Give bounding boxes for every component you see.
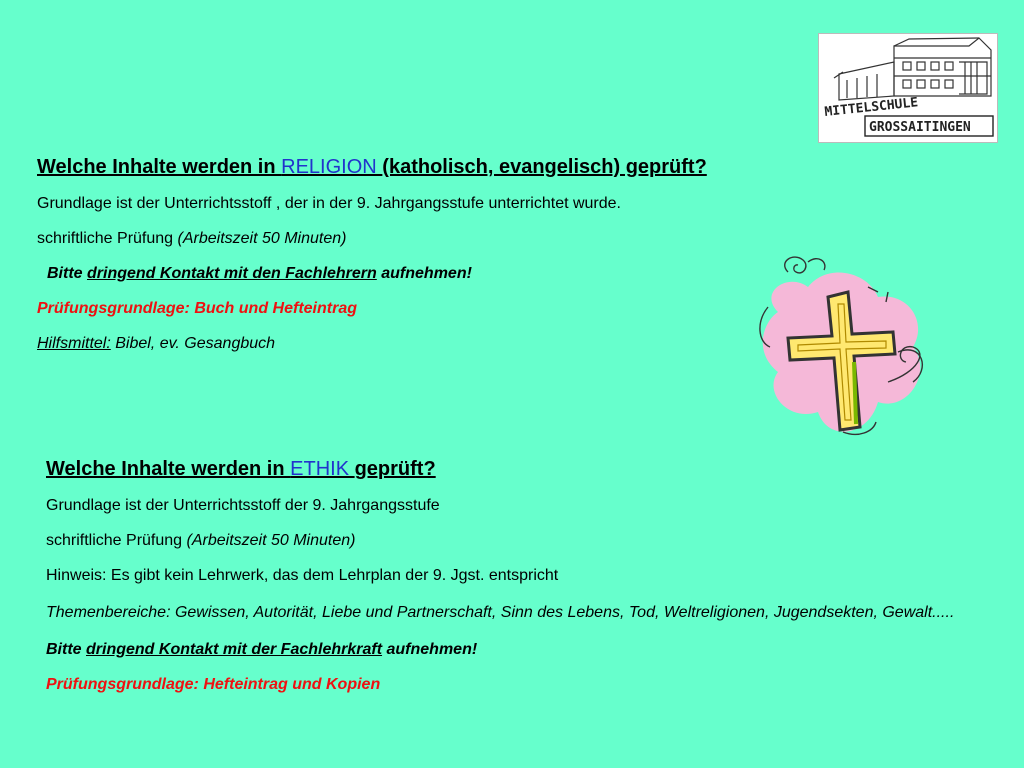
ethik-basis: Grundlage ist der Unterrichtsstoff der 9. Jahrgangsstufe [46, 497, 440, 514]
cross-icon [748, 252, 933, 442]
religion-section [37, 156, 707, 353]
religion-heading: Welche Inhalte werden in RELIGION (katholisch, evangelisch) geprüft? [37, 156, 707, 178]
religion-contact: Bitte dringend Kontakt mit den Fachlehrern aufnehmen! [47, 265, 472, 282]
religion-aids: Hilfsmittel: Bibel, ev. Gesangbuch [37, 335, 276, 352]
religion-contact-emphasis: dringend Kontakt mit den Fachlehrern [87, 265, 377, 282]
religion-exam-basis: Prüfungsgrundlage: Buch und Hefteintrag [37, 300, 357, 317]
ethik-exam: schriftliche Prüfung (Arbeitszeit 50 Minuten) [46, 532, 356, 549]
ethik-contact-emphasis: dringend Kontakt mit der Fachlehrkraft [86, 641, 383, 658]
school-logo [818, 33, 998, 143]
ethik-note: Hinweis: Es gibt kein Lehrwerk, das dem Lehrplan der 9. Jgst. entspricht [46, 567, 559, 584]
ethik-heading: Welche Inhalte werden in ETHIK geprüft? [46, 458, 436, 480]
ethik-section [46, 458, 976, 694]
religion-basis: Grundlage ist der Unterrichtsstoff , der in der 9. Jahrgangsstufe unterrichtet wurde. [37, 195, 621, 212]
ethik-topics: Themenbereiche: Gewissen, Autorität, Liebe und Partnerschaft, Sinn des Lebens, Tod, Weltreligionen, Jugendsekten, Gewalt..... [46, 604, 955, 621]
logo-line2: GROSSAITINGEN [869, 120, 971, 135]
religion-subject: RELIGION [281, 156, 383, 178]
ethik-exam-basis: Prüfungsgrundlage: Hefteintrag und Kopien [46, 676, 381, 693]
ethik-contact: Bitte dringend Kontakt mit der Fachlehrkraft aufnehmen! [46, 641, 478, 658]
logo-line1: MITTELSCHULE [823, 95, 919, 120]
ethik-subject: ETHIK [290, 458, 355, 480]
religion-exam: schriftliche Prüfung (Arbeitszeit 50 Minuten) [37, 230, 347, 247]
